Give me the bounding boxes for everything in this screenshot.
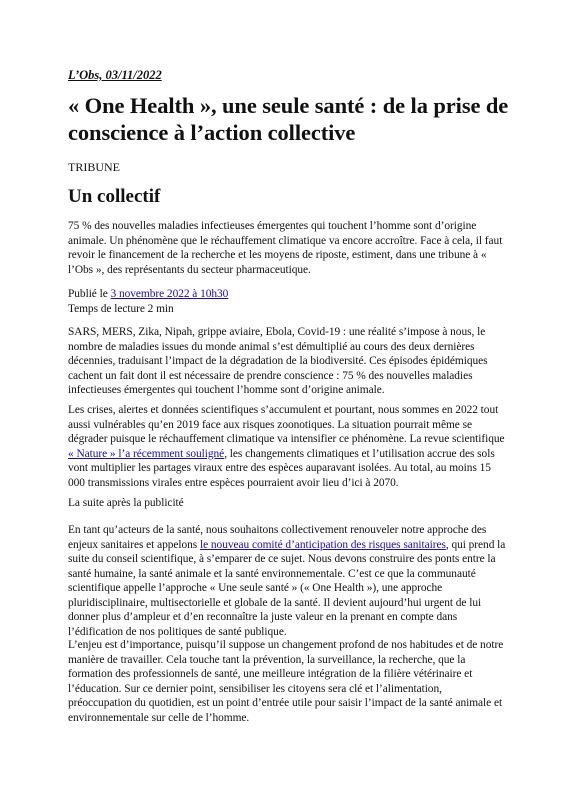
standfirst: 75 % des nouvelles maladies infectieuses émergentes qui touchent l’homme sont d’origine animale. Un phénomène que le réchauffement climatique va encore accroître. Face à cela, il faut revoir le financement de la recherche et les moyens de riposte, estiment, dans une tribune à « l’Obs », des représentants du secteur pharmaceutique. <box>68 220 503 276</box>
paragraph-text: En tant qu’acteurs de la santé, nous souhaitons collectivement renouveler notre approche des enjeux sanitaires et appelons <box>68 524 487 551</box>
body-paragraph-1: SARS, MERS, Zika, Nipah, grippe aviaire, Ebola, Covid-19 : une réalité s’impose à nous, le nombre de maladies issues du monde animal s’est démultiplié au cours des deux dernières décennies, traduisant l’impact de la dégradation de la biodiversité. Ces épisodes épidémiques cachent un fait dont il est nécessaire de prendre conscience : 75 % des nouvelles maladies infectieuses émergentes qui touchent l’homme sont d’origine animale. <box>68 326 488 396</box>
body-paragraph-3 <box>68 523 508 639</box>
body-paragraph-4: L’enjeu est d’importance, puisqu’il suppose un changement profond de nos habitudes et de notre manière de travailler. Cela touche tant la prévention, la surveillance, la recherche, que la formation des professionnels de santé, une meilleure intégration de la filière vétérinaire et l’éducation. Sur ce dernier point, sensibiliser les citoyens sera clé et l’alimentation, préoccupation du quotidien, est un point d’entrée utile pour saisir l’impact de la santé animale et environnementale sur celle de l’homme. <box>68 639 504 724</box>
publication-meta <box>68 287 508 316</box>
ad-notice: La suite après la publicité <box>68 497 184 509</box>
paragraph-text: Les crises, alertes et données scientifiques s’accumulent et pourtant, nous sommes en 2022 tout aussi vulnérables qu’en 2019 face aux risques zoonotiques. La situation pourrait même se dégrader puisque le réchauffement climatique va intensifier ce phénomène. La revue scientifique <box>68 404 505 445</box>
nature-article-link[interactable]: « Nature » l’a récemment souligné <box>68 447 225 460</box>
article-title: « One Health », une seule santé : de la prise de conscience à l’action collective <box>68 93 509 145</box>
reading-time: Temps de lecture 2 min <box>68 302 174 315</box>
published-date-link[interactable]: 3 novembre 2022 à 10h30 <box>110 288 229 300</box>
paragraph-text: , les changements climatiques et l’utilisation accrue des sols vont multiplier les partages viraux entre des espèces auparavant isolées. Au total, au moins 15 000 transmissions virales entre espèces pourraient avoir lieu d’ici à 2070. <box>68 447 495 489</box>
body-paragraph-2 <box>68 403 508 490</box>
paragraph-text: , qui prend la suite du conseil scientifique, à s’emparer de ce sujet. Nous devons construire des ponts entre la santé humaine, la santé animale et la santé environnementale. C’est ce que la communauté scientifique appelle l’approche « Une seule santé » (« One Health »), une approche pluridisciplinaire, multisectorielle et globale de la santé. Il devient aujourd’hui urgent de lui donner plus d’ampleur et d’en reconnaître la juste valeur en la prenant en compte dans l’édification de nos politiques de santé publique. <box>68 538 506 638</box>
risk-committee-link[interactable]: le nouveau comité d’anticipation des risques sanitaires <box>199 538 446 551</box>
source-line: L’Obs, 03/11/2022 <box>68 68 162 82</box>
kicker-label: TRIBUNE <box>68 160 120 174</box>
author-line: Un collectif <box>68 186 161 207</box>
published-prefix: Publié le <box>68 288 111 300</box>
